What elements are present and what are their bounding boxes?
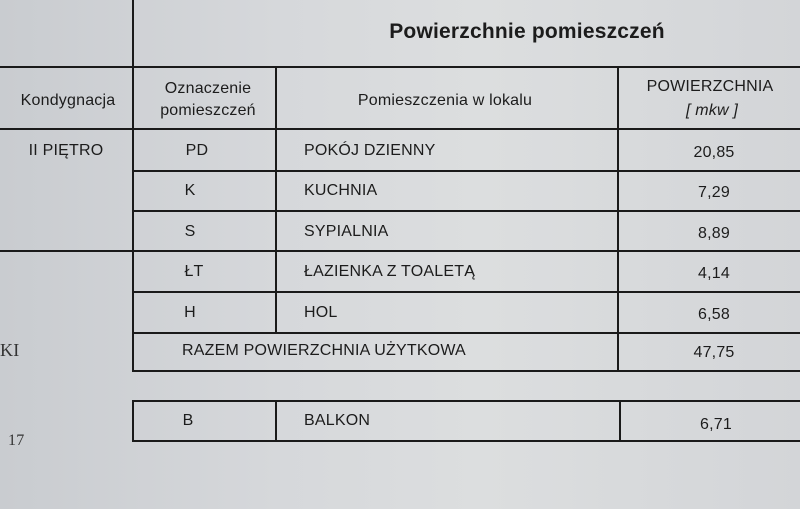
room-area: 20,85 bbox=[693, 144, 735, 161]
room-area: 7,29 bbox=[698, 184, 730, 201]
balcony-code-border bbox=[275, 400, 277, 442]
balcony-area-border bbox=[619, 400, 621, 442]
room-name: ŁAZIENKA Z TOALETĄ bbox=[304, 263, 476, 280]
floor-section-border bbox=[0, 250, 800, 252]
room-code: PD bbox=[185, 142, 209, 159]
row-divider bbox=[132, 210, 800, 212]
header-pomieszczenia: Pomieszczenia w lokalu bbox=[357, 92, 533, 109]
header-unit: [ mkw ] bbox=[685, 102, 739, 119]
header-oznaczenie-line1: Oznaczenie bbox=[164, 80, 252, 97]
balcony-name: BALKON bbox=[304, 412, 371, 429]
total-label: RAZEM POWIERZCHNIA UŻYTKOWA bbox=[182, 342, 466, 359]
table-border-bottom bbox=[132, 370, 800, 372]
room-name: POKÓJ DZIENNY bbox=[304, 142, 436, 159]
room-name: SYPIALNIA bbox=[304, 223, 389, 240]
room-area: 8,89 bbox=[698, 225, 730, 242]
row-divider bbox=[132, 291, 800, 293]
row-divider bbox=[132, 332, 800, 334]
header-bottom-border bbox=[0, 128, 800, 130]
room-code: S bbox=[184, 223, 196, 240]
table-border-left bbox=[132, 0, 134, 372]
total-area: 47,75 bbox=[693, 344, 735, 361]
table-border-top bbox=[0, 66, 800, 68]
header-oznaczenie-line2: pomieszczeń bbox=[160, 102, 256, 119]
room-name: KUCHNIA bbox=[304, 182, 378, 199]
room-area: 4,14 bbox=[698, 265, 730, 282]
floor-label: II PIĘTRO bbox=[28, 142, 104, 159]
room-code: H bbox=[184, 304, 196, 321]
balcony-area: 6,71 bbox=[700, 416, 732, 433]
room-code: K bbox=[184, 182, 196, 199]
balcony-border-top bbox=[132, 400, 800, 402]
area-col-border bbox=[617, 66, 619, 372]
header-kondygnacja: Kondygnacja bbox=[20, 92, 116, 109]
margin-text-ki: KI bbox=[0, 340, 20, 360]
page-title: Powierzchnie pomieszczeń bbox=[389, 20, 665, 43]
margin-text-number: 17 bbox=[8, 432, 25, 449]
room-code: ŁT bbox=[184, 263, 204, 280]
row-divider bbox=[132, 170, 800, 172]
balcony-code: B bbox=[182, 412, 194, 429]
balcony-border-left bbox=[132, 400, 134, 442]
header-powierzchnia: POWIERZCHNIA bbox=[646, 78, 774, 95]
room-name: HOL bbox=[304, 304, 338, 321]
room-area: 6,58 bbox=[698, 306, 730, 323]
balcony-border-bottom bbox=[132, 440, 800, 442]
